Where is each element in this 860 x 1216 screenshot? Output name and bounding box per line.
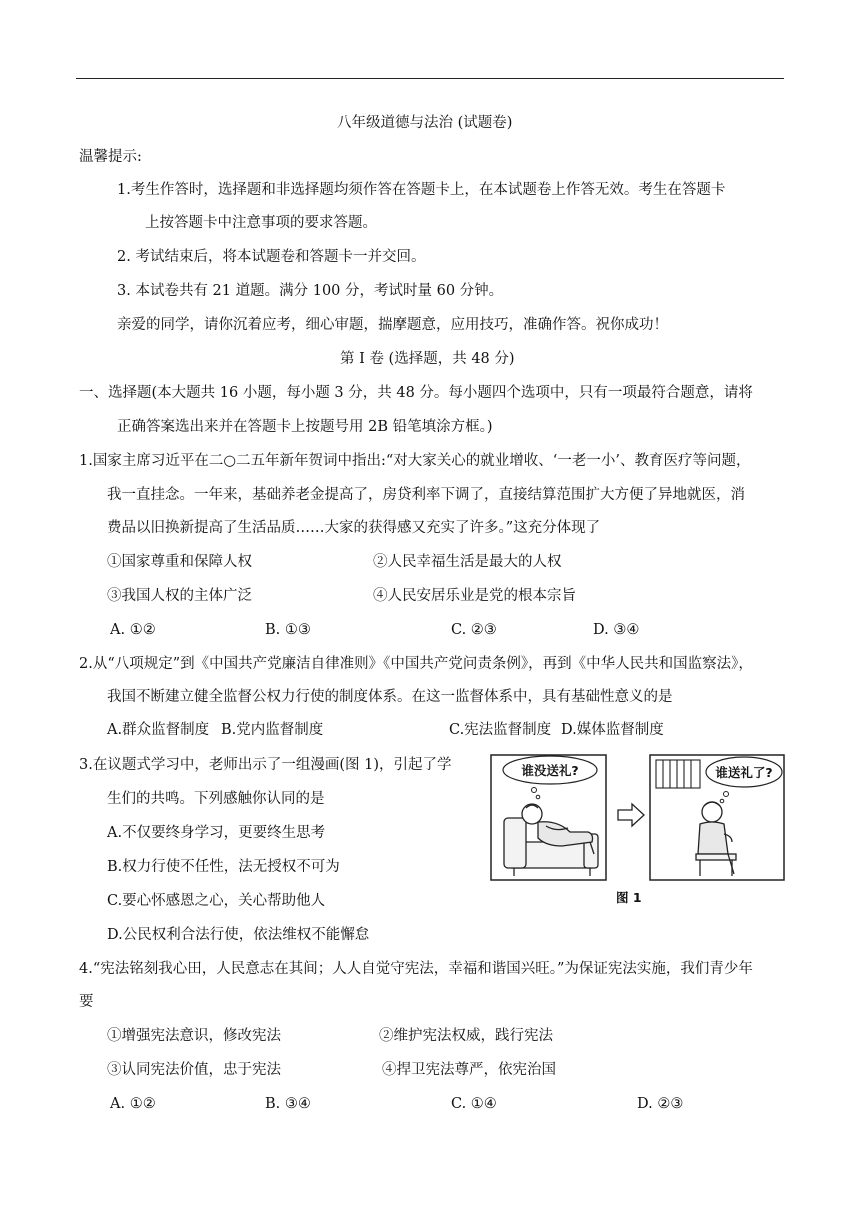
q1-statement-4: ④人民安居乐业是党的根本宗旨: [373, 588, 576, 604]
q3-option-d: D.公民权利合法行使，依法维权不能懈怠: [107, 927, 370, 943]
section1-intro: 一、选择题(本大题共 16 小题，每小题 3 分，共 48 分。每小题四个选项中，只有一项最符合题意，请将: [79, 385, 753, 401]
seated-man-icon: [696, 802, 736, 876]
q1-option-a: A. ①②: [110, 622, 156, 638]
reclining-man-icon: [504, 804, 598, 876]
q3-option-b: B.权力行使不任性，法无授权不可为: [107, 859, 340, 875]
q1-statement-2: ②人民幸福生活是最大的人权: [373, 554, 562, 570]
figure-caption: 图 1: [616, 890, 642, 905]
notice-item-3: 3. 本试卷共有 21 道题。满分 100 分，考试时量 60 分钟。: [117, 283, 504, 299]
notice-item-1-cont: 上按答题卡中注意事项的要求答题。: [145, 215, 377, 231]
q3-stem-line-1: 3.在议题式学习中，老师出示了一组漫画(图 1)，引起了学: [79, 757, 452, 773]
comic-figure: [488, 750, 788, 910]
q1-option-c: C. ②③: [451, 622, 497, 638]
q1-statement-1: ①国家尊重和保障人权: [107, 554, 252, 570]
header-rule: [76, 78, 784, 79]
q1-option-b: B. ①③: [265, 622, 311, 638]
q1-stem-line-3: 费品以旧换新提高了生活品质……大家的获得感又充实了许多。”这充分体现了: [107, 520, 601, 536]
q2-option-b: B.党内监督制度: [221, 722, 324, 738]
notice-heading: 温馨提示:: [79, 149, 142, 165]
notice-wish: 亲爱的同学，请你沉着应考，细心审题，揣摩题意，应用技巧，准确作答。祝你成功！: [117, 317, 668, 333]
notice-item-2: 2. 考试结束后，将本试题卷和答题卡一并交回。: [117, 249, 426, 265]
q1-option-d: D. ③④: [593, 622, 640, 638]
q2-option-d: D.媒体监督制度: [561, 722, 664, 738]
barred-window-icon: [656, 760, 700, 788]
q4-statement-2: ②维护宪法权威，践行宪法: [379, 1028, 553, 1044]
notice-item-1: 1.考生作答时，选择题和非选择题均须作答在答题卡上，在本试题卷上作答无效。考生在答题卡: [117, 182, 726, 198]
q1-statement-3: ③我国人权的主体广泛: [107, 588, 252, 604]
q4-option-d: D. ②③: [637, 1096, 684, 1112]
q2-stem-line-1: 2.从“八项规定”到《中国共产党廉洁自律准则》《中国共产党问责条例》，再到《中华人民共和国监察法》，: [79, 656, 753, 672]
speech-bubble-right-text: 谁送礼了?: [715, 765, 773, 780]
q3-option-a: A.不仅要终身学习，更要终生思考: [107, 825, 326, 841]
q1-stem-line-1: 1.国家主席习近平在二○二五年新年贺词中指出:“对大家关心的就业增收、‘一老一小’、教育医疗等问题，: [79, 453, 751, 469]
speech-bubble-left-text: 谁没送礼?: [521, 763, 579, 778]
q4-option-c: C. ①④: [451, 1096, 497, 1112]
q4-stem-line-1: 4.“宪法铭刻我心田，人民意志在其间；人人自觉守宪法，幸福和谐国兴旺。”为保证宪法实施，我们青少年: [79, 961, 753, 977]
q3-stem-line-2: 生们的共鸣。下列感触你认同的是: [107, 791, 325, 807]
q2-stem-line-2: 我国不断建立健全监督公权力行使的制度体系。在这一监督体系中，具有基础性意义的是: [107, 689, 673, 705]
q1-stem-line-2: 我一直挂念。一年来，基础养老金提高了，房贷利率下调了，直接结算范围扩大方便了异地就医，消: [107, 487, 745, 503]
arrow-right-icon: [618, 804, 644, 826]
paper-title: 八年级道德与法治 (试题卷): [337, 115, 513, 131]
q4-statement-4: ④捍卫宪法尊严，依宪治国: [382, 1062, 556, 1078]
section1-intro-cont: 正确答案选出来并在答题卡上按题号用 2B 铅笔填涂方框。): [117, 419, 493, 435]
q2-option-c: C.宪法监督制度: [449, 722, 552, 738]
part1-title: 第 Ⅰ 卷 (选择题，共 48 分): [340, 351, 515, 367]
q2-option-a: A.群众监督制度: [107, 722, 210, 738]
q4-statement-3: ③认同宪法价值，忠于宪法: [107, 1062, 281, 1078]
q4-statement-1: ①增强宪法意识，修改宪法: [107, 1028, 281, 1044]
q4-stem-line-2: 要: [79, 994, 94, 1010]
q4-option-b: B. ③④: [265, 1096, 311, 1112]
q4-option-a: A. ①②: [110, 1096, 156, 1112]
q3-option-c: C.要心怀感恩之心，关心帮助他人: [107, 893, 326, 909]
